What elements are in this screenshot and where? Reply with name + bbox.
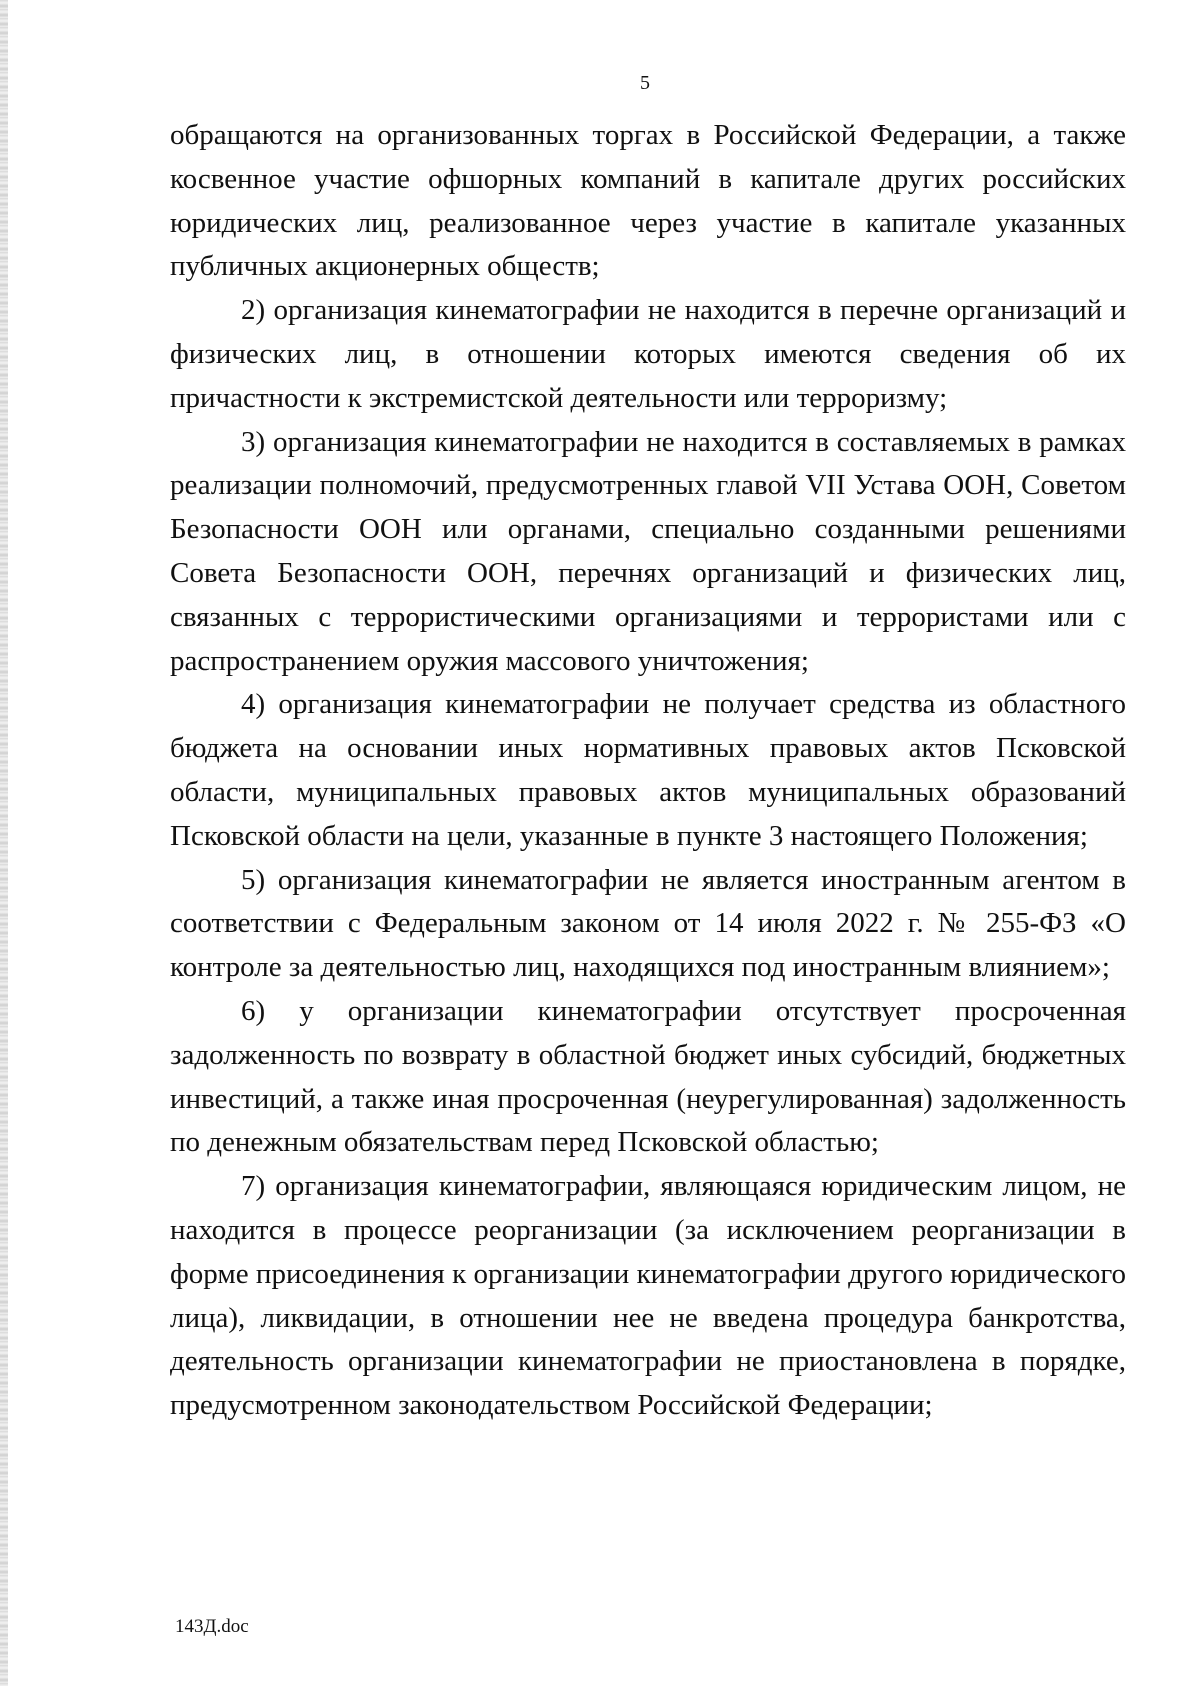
list-item-5: 5) организация кинематографии не является иностранным агентом в соответствии с Федеральным законом от 14 июля 2022 г. № 255-ФЗ «О контроле за деятельностью лиц, находящихся под иностранным влиянием»; xyxy=(170,863,1126,984)
file-name-footer: 143Д.doc xyxy=(175,1616,249,1637)
list-item-2: 2) организация кинематографии не находится в перечне организаций и физических лиц, в отношении которых имеются сведения об их причастности к экстремистской деятельности или терроризму; xyxy=(170,294,1126,414)
list-item-4: 4) организация кинематографии не получает средства из областного бюджета на основании иных нормативных правовых актов Псковской области, муниципальных правовых актов муниципальных образований Псковской области на цели, указанные в пункте 3 настоящего Положения; xyxy=(170,688,1126,852)
list-item-7: 7) организация кинематографии, являющаяся юридическим лицом, не находится в процессе реорганизации (за исключением реорганизации в форме присоединения к организации кинематографии другого юридического лица), ликвидации, в отношении нее не введена процедура банкротства, деятельность организации кинематографии не приостановлена в порядке, предусмотренном законодательством Российской Федерации; xyxy=(170,1170,1126,1422)
list-item-3: 3) организация кинематографии не находится в составляемых в рамках реализации полномочий, предусмотренных главой VII Устава ООН, Советом Безопасности ООН или органами, специально созданными решениями Совета Безопасности ООН, перечнях организаций и физических лиц, связанных с террористическими организациями и террористами или с распространением оружия массового уничтожения; xyxy=(170,425,1126,677)
document-body xyxy=(170,114,1126,1428)
paragraph-continuation: обращаются на организованных торгах в Российской Федерации, а также косвенное участие офшорных компаний в капитале других российских юридических лиц, реализованное через участие в капитале указанных публичных акционерных обществ; xyxy=(170,119,1126,283)
page-number: 5 xyxy=(640,72,650,94)
list-item-6: 6) у организации кинематографии отсутствует просроченная задолженность по возврату в областной бюджет иных субсидий, бюджетных инвестиций, а также иная просроченная (неурегулированная) задолженность по денежным обязательствам перед Псковской областью; xyxy=(170,994,1126,1159)
scan-edge xyxy=(0,0,8,1686)
